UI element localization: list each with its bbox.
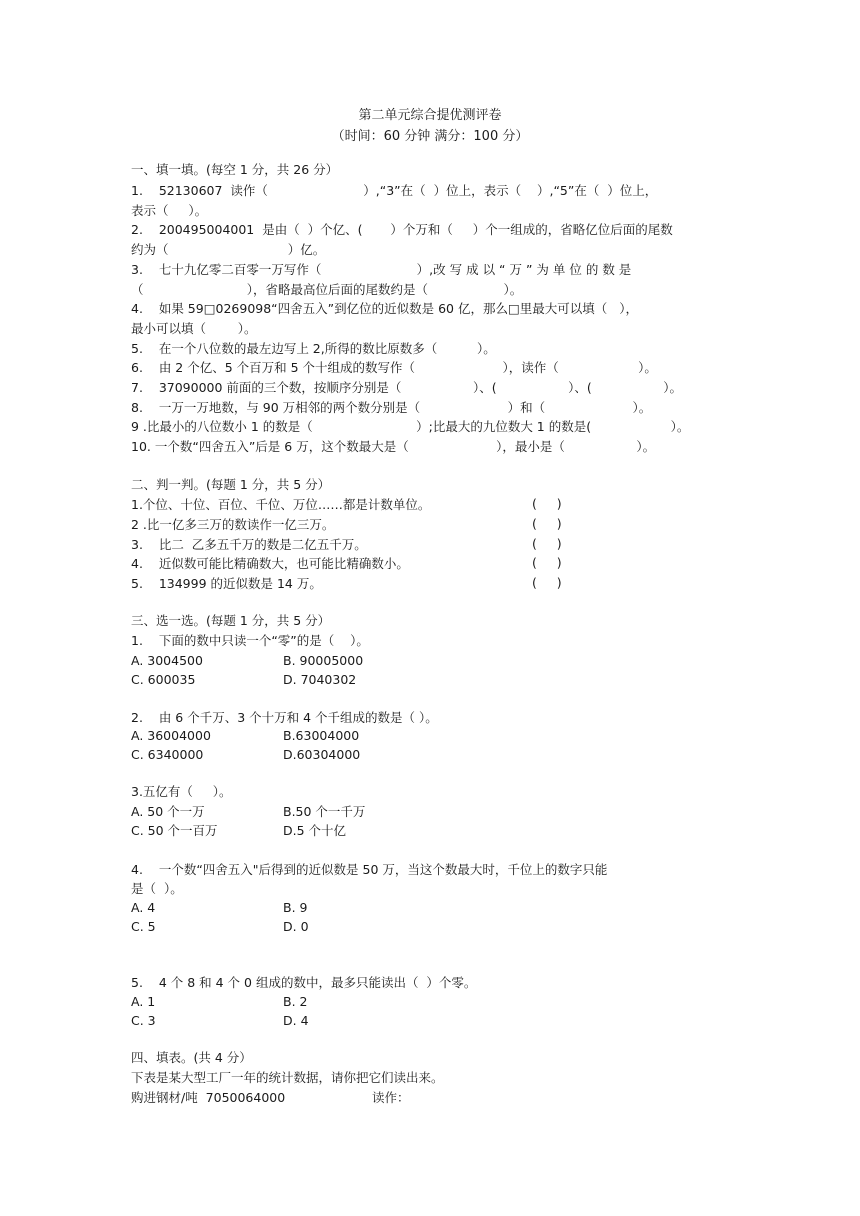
read-as-label: 读作：	[372, 1090, 410, 1105]
section3-heading: 三、选一选。(每题 1 分，共 5 分）	[131, 613, 331, 628]
section1-heading: 一、填一填。(每空 1 分，共 26 分）	[131, 162, 339, 177]
s3-q4-cont: 是（ ）。	[131, 881, 183, 896]
s3-q3-opt-d: D.5 个十亿	[283, 823, 347, 838]
s1-line-5: 3. 七十九亿零二百零一万写作（ ）,改 写 成 以 “ 万 ” 为 单 位 的 数 是	[131, 262, 632, 277]
s3-q3-opt-a: A. 50 个一万	[131, 804, 205, 819]
s1-line-10: 6. 由 2 个亿、5 个百万和 5 个十组成的数写作（ ），读作（ ）。	[131, 360, 657, 375]
s1-line-14: 10. 一个数“四舍五入”后是 6 万，这个数最大是（ ），最小是（ ）。	[131, 439, 656, 454]
s2-item-3: 3. 比二 乙多五千万的数是二亿五千万。	[131, 537, 367, 552]
s3-q1-opt-d: D. 7040302	[283, 672, 357, 687]
s2-item-4: 4. 近似数可能比精确数大，也可能比精确数小。	[131, 556, 409, 571]
s3-q2: 2. 由 6 个千万、3 个十万和 4 个千组成的数是（ ）。	[131, 710, 438, 725]
s3-q3-opt-c: C. 50 个一百万	[131, 823, 218, 838]
s3-q4-opt-d: D. 0	[283, 919, 309, 934]
s1-line-1: 1. 52130607 读作（ ）,“3”在（ ）位上，表示（ ）,“5”在（ ）位上，	[131, 183, 658, 198]
s2-item-5: 5. 134999 的近似数是 14 万。	[131, 576, 322, 591]
s2-mark-4: ( )	[532, 555, 562, 570]
s2-mark-5: ( )	[532, 575, 562, 590]
s1-line-12: 8. 一万一万地数，与 90 万相邻的两个数分别是（ ）和（ ）。	[131, 400, 652, 415]
s3-q2-opt-b: B.63004000	[283, 728, 360, 743]
s3-q5: 5. 4 个 8 和 4 个 0 组成的数中，最多只能读出（ ）个零。	[131, 975, 477, 990]
s3-q1-opt-c: C. 600035	[131, 672, 196, 687]
s1-line-9: 5. 在一个八位数的最左边写上 2,所得的数比原数多（ ）。	[131, 341, 496, 356]
s1-line-13: 9 .比最小的八位数小 1 的数是（ ）;比最大的九位数大 1 的数是( ）。	[131, 419, 690, 434]
s3-q5-opt-a: A. 1	[131, 994, 156, 1009]
s1-line-6: （ ），省略最高位后面的尾数约是（ ）。	[131, 282, 523, 297]
s3-q4-opt-b: B. 9	[283, 900, 308, 915]
s2-item-2: 2 .比一亿多三万的数读作一亿三万。	[131, 517, 335, 532]
s3-q3: 3.五亿有（ ）。	[131, 784, 232, 799]
s3-q1-opt-a: A. 3004500	[131, 653, 203, 668]
exam-subtitle: （时间：60 分钟 满分：100 分）	[331, 129, 529, 144]
s1-line-8: 最小可以填（ ）。	[131, 321, 257, 336]
s2-mark-2: ( )	[532, 516, 562, 531]
s1-line-2: 表示（ ）。	[131, 203, 208, 218]
s2-mark-3: ( )	[532, 536, 562, 551]
s3-q4-opt-a: A. 4	[131, 900, 156, 915]
section2-heading: 二、判一判。(每题 1 分，共 5 分）	[131, 477, 331, 492]
s1-line-11: 7. 37090000 前面的三个数，按顺序分别是（ ）、( ）、( ）。	[131, 380, 682, 395]
s3-q3-opt-b: B.50 个一千万	[283, 804, 366, 819]
steel-purchase-row: 购进钢材/吨 7050064000	[131, 1090, 286, 1105]
s1-line-4: 约为（ ）亿。	[131, 242, 326, 257]
s1-line-7: 4. 如果 59□0269098“四舍五入”到亿位的近似数是 60 亿，那么□里最大可以填（ ），	[131, 301, 638, 316]
section4-heading: 四、填表。(共 4 分）	[131, 1050, 252, 1065]
s3-q2-opt-d: D.60304000	[283, 747, 361, 762]
s3-q1-opt-b: B. 90005000	[283, 653, 364, 668]
s3-q4: 4. 一个数“四舍五入"后得到的近似数是 50 万，当这个数最大时，千位上的数字只能	[131, 862, 608, 877]
s2-item-1: 1.个位、十位、百位、千位、万位……都是计数单位。	[131, 497, 431, 512]
s3-q5-opt-c: C. 3	[131, 1013, 156, 1028]
s2-mark-1: ( )	[532, 496, 562, 511]
s3-q5-opt-b: B. 2	[283, 994, 308, 1009]
s3-q4-opt-c: C. 5	[131, 919, 156, 934]
s3-q2-opt-c: C. 6340000	[131, 747, 204, 762]
exam-title: 第二单元综合提优测评卷	[358, 108, 502, 123]
s3-q2-opt-a: A. 36004000	[131, 728, 211, 743]
s3-q1: 1. 下面的数中只读一个“零”的是（ ）。	[131, 633, 369, 648]
s1-line-3: 2. 200495004001 是由（ ）个亿、( ）个万和（ ）个一组成的，省略亿位后面的尾数	[131, 222, 673, 237]
s3-q5-opt-d: D. 4	[283, 1013, 309, 1028]
section4-intro: 下表是某大型工厂一年的统计数据，请你把它们读出来。	[131, 1070, 444, 1085]
